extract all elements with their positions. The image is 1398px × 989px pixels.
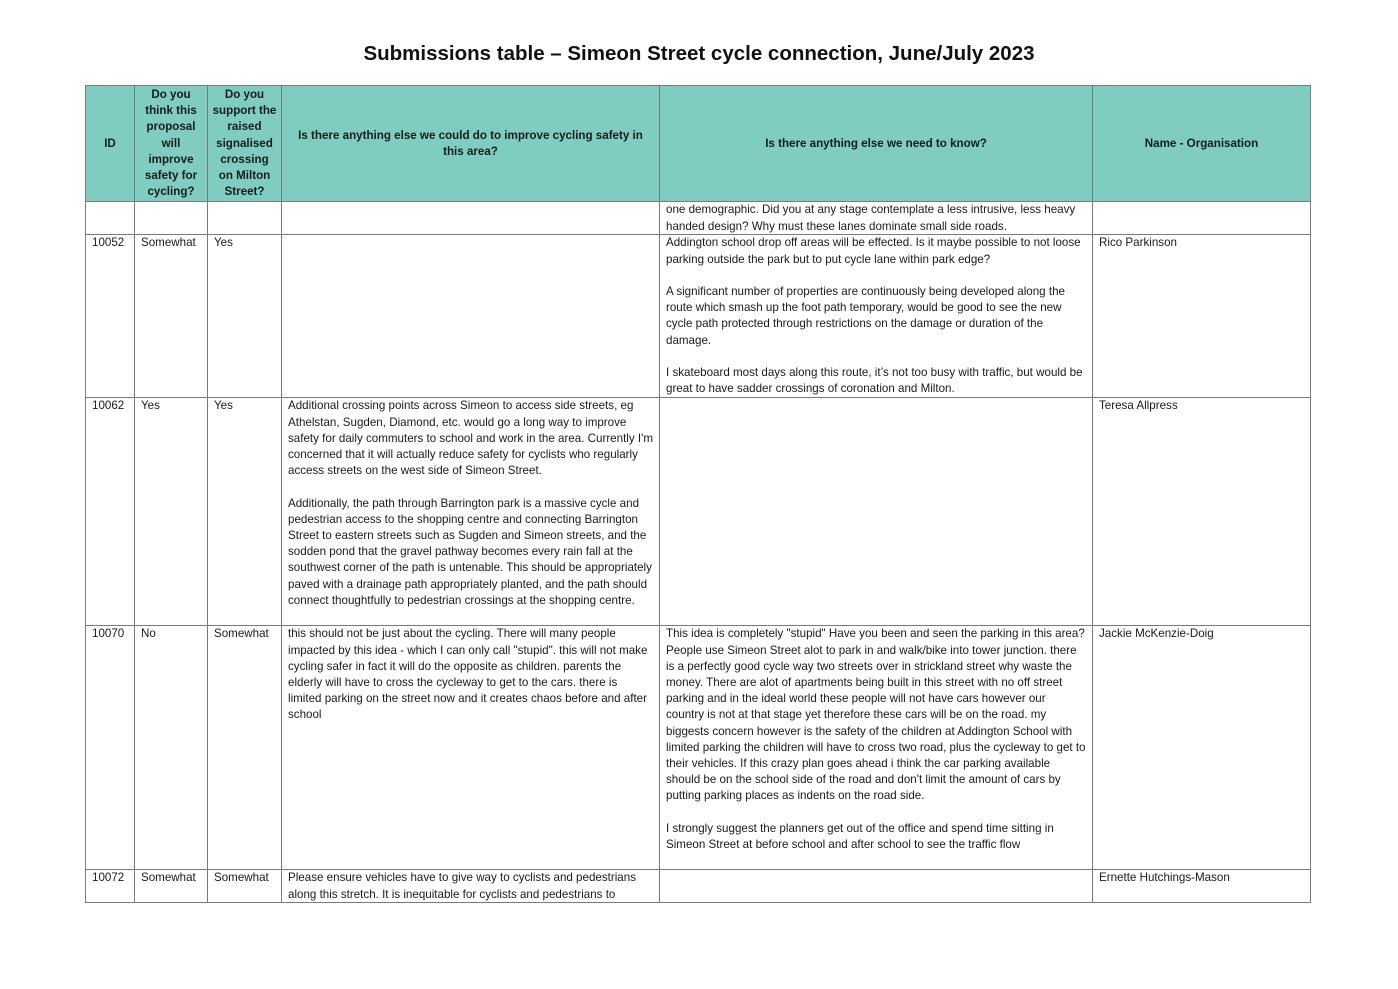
cell-text: Rico Parkinson [1099, 236, 1177, 250]
cell-text: Yes [141, 399, 160, 413]
cell-text: Somewhat [214, 627, 269, 641]
cell-text: Additional crossing points across Simeon to access side streets, eg Athelstan, Sugden, Diamond, etc. would go a long way to improve safety for daily commuters to school and work in the area. Currently I'm concerned that it will actually reduce safety for cyclists who regularly access streets on the west side of Simeon Street. Additionally, the path through Barrington park is a massive cycle and pedestrian access to the shopping centre and connecting Barrington Street to eastern streets such as Sugden and Simeon streets, and the sodden pond that the gravel pathway becomes every rain fall at the southwest corner of the path is untenable. This should be appropriately paved with a drainage path appropriately planted, and the path should connect thoughtfully to pedestrian crossings at the shopping centre. [288, 399, 653, 607]
cell-anything-else-safety [282, 398, 660, 626]
cell-text: 10062 [92, 399, 125, 413]
cell-text: Somewhat [214, 871, 269, 885]
cell-improve-safety [135, 235, 208, 398]
cell-need-to-know [660, 202, 1093, 235]
table-row [86, 626, 1311, 870]
cell-improve-safety [135, 398, 208, 626]
cell-text [92, 202, 128, 234]
cell-name-organisation [1093, 626, 1311, 870]
cell-id [86, 626, 135, 870]
cell-improve-safety [135, 202, 208, 235]
page-title: Submissions table – Simeon Street cycle connection, June/July 2023 [363, 42, 1035, 65]
cell-text [288, 202, 653, 234]
cell-text: Jackie McKenzie-Doig [1099, 627, 1214, 641]
cell-id [86, 398, 135, 626]
cell-text [666, 870, 1086, 902]
header-id: ID [86, 86, 135, 202]
cell-support-crossing [208, 202, 282, 235]
cell-need-to-know [660, 870, 1093, 903]
cell-need-to-know [660, 398, 1093, 626]
cell-id [86, 235, 135, 398]
cell-support-crossing [208, 870, 282, 903]
cell-text: Somewhat [141, 871, 196, 885]
cell-name-organisation [1093, 202, 1311, 235]
cell-text: Somewhat [141, 236, 196, 250]
cell-text [214, 202, 275, 234]
cell-name-organisation [1093, 398, 1311, 626]
table-row [86, 870, 1311, 903]
cell-need-to-know [660, 626, 1093, 870]
cell-anything-else-safety [282, 870, 660, 903]
cell-text: Please ensure vehicles have to give way to cyclists and pedestrians along this stretch. It is inequitable for cyclists and pedestrians to [288, 871, 636, 901]
table-header-row [86, 86, 1311, 202]
cell-anything-else-safety [282, 202, 660, 235]
header-need-to-know: Is there anything else we need to know? [660, 86, 1093, 202]
cell-name-organisation [1093, 870, 1311, 903]
submissions-table [85, 85, 1311, 903]
cell-text: Yes [214, 399, 233, 413]
cell-support-crossing [208, 398, 282, 626]
cell-text: 10052 [92, 236, 125, 250]
table-row [86, 398, 1311, 626]
header-name-organisation: Name - Organisation [1093, 86, 1311, 202]
cell-id [86, 870, 135, 903]
cell-text: Addington school drop off areas will be effected. Is it maybe possible to not loose parking outside the park but to put cycle lane within park edge? A significant number of properties are continuously being developed along the route which smash up the foot path temporary, would be good to see the new cycle path protected through restrictions on the damage or duration of the damage. I skateboard most days along this route, it’s not too busy with traffic, but would be great to have sadder crossings of coronation and Milton. [666, 236, 1083, 396]
cell-id [86, 202, 135, 235]
cell-text: one demographic. Did you at any stage contemplate a less intrusive, less heavy handed design? Why must these lanes dominate small side roads. [666, 203, 1076, 233]
cell-anything-else-safety [282, 626, 660, 870]
cell-text: this should not be just about the cycling. There will many people impacted by this idea - which I can only call "stupid". this will not make cycling safer in fact it will do the opposite as children. parents the elderly will have to cross the cycleway to get to the cars. there is limited parking on the street now and it creates chaos before and after school [288, 627, 648, 722]
table-row [86, 202, 1311, 235]
cell-text: 10070 [92, 627, 125, 641]
header-anything-else-safety: Is there anything else we could do to improve cycling safety in this area? [282, 86, 660, 202]
cell-need-to-know [660, 235, 1093, 398]
cell-text: 10072 [92, 871, 125, 885]
cell-anything-else-safety [282, 235, 660, 398]
table-row [86, 235, 1311, 398]
header-improve-safety: Do you think this proposal will improve safety for cycling? [135, 86, 208, 202]
cell-improve-safety [135, 870, 208, 903]
cell-text [141, 202, 201, 234]
cell-text [1099, 202, 1304, 234]
cell-support-crossing [208, 235, 282, 398]
cell-text: Ernette Hutchings-Mason [1099, 871, 1230, 885]
header-support-crossing: Do you support the raised signalised crossing on Milton Street? [208, 86, 282, 202]
cell-text: Teresa Allpress [1099, 399, 1178, 413]
cell-name-organisation [1093, 235, 1311, 398]
cell-support-crossing [208, 626, 282, 870]
cell-improve-safety [135, 626, 208, 870]
cell-text: Yes [214, 236, 233, 250]
cell-text: No [141, 627, 156, 641]
cell-text: This idea is completely "stupid" Have you been and seen the parking in this area? People use Simeon Street alot to park in and walk/bike into tower junction. there is a perfectly good cycle way two streets over in strickland street why waste the money. There are alot of apartments being built in this street with no off street parking and in the ideal world these people will not have cars however our country is not at that stage yet therefore these cars will be on the road. my biggests concern however is the safety of the children at Addington School with limited parking the children will have to cross two road, plus the cycleway to get to their vehicles. If this crazy plan goes ahead i think the car parking available should be on the school side of the road and don't limit the amount of cars by putting parking places as indents on the road side. I strongly suggest the planners get out of the office and spend time sitting in Simeon Street at before school and after school to see the traffic flow [666, 627, 1086, 852]
